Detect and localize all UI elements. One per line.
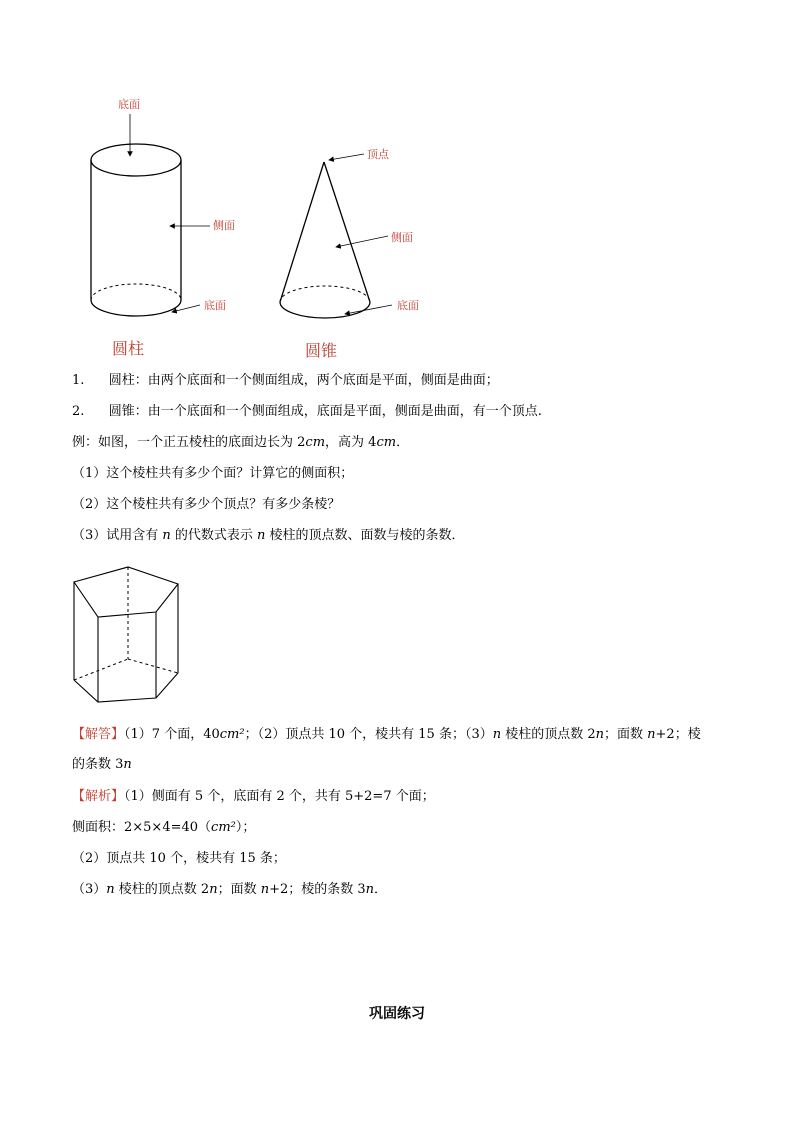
analysis-line-1: 【解析】（1）侧面有 5 个，底面有 2 个，共有 5+2=7 个面；	[72, 789, 435, 804]
answer-line-1: 【解答】（1）7 个面，40cm²；（2）顶点共 10 个，棱共有 15 条；（3）n 棱柱的顶点数 2n；面数 n+2；棱	[72, 727, 701, 742]
cone-caption: 圆锥	[305, 341, 338, 360]
cone-base-label: 底面	[397, 299, 419, 312]
note-1-number: 1.	[72, 373, 85, 388]
section-title: 巩固练习	[369, 1006, 425, 1022]
note-1	[72, 371, 772, 391]
question-3: （3）试用含有 n 的代数式表示 n 棱柱的顶点数、面数与棱的条数．	[72, 528, 465, 543]
cone-diagram	[280, 147, 419, 360]
answer-tag: 【解答】	[72, 727, 125, 742]
analysis-line-4: （3）n 棱柱的顶点数 2n；面数 n+2；棱的条数 3n．	[72, 882, 388, 897]
pentagonal-prism-diagram	[60, 560, 200, 720]
answer-line-2: 的条数 3n	[72, 757, 132, 772]
analysis-tag: 【解析】	[72, 789, 125, 804]
note-1-text: 圆柱：由两个底面和一个侧面组成，两个底面是平面，侧面是曲面；	[108, 373, 499, 388]
cone-apex-label: 顶点	[367, 148, 389, 161]
solids-figure	[0, 90, 480, 370]
note-2	[72, 402, 772, 422]
note-2-text: 圆锥：由一个底面和一个侧面组成，底面是平面，侧面是曲面，有一个顶点.	[108, 404, 542, 419]
cylinder-caption: 圆柱	[112, 339, 145, 358]
cylinder-side-label: 侧面	[213, 219, 235, 232]
note-2-number: 2.	[72, 404, 85, 419]
analysis-line-3: （2）顶点共 10 个，棱共有 15 条；	[72, 851, 286, 866]
cylinder-top-base-label: 底面	[118, 98, 140, 111]
cylinder-diagram	[91, 97, 235, 358]
analysis-line-2: 侧面积：2×5×4=40（cm²）；	[72, 820, 256, 835]
cylinder-bottom-base-label: 底面	[204, 299, 226, 312]
question-1: （1）这个棱柱共有多少个面？计算它的侧面积；	[72, 466, 354, 481]
example-intro: 例：如图，一个正五棱柱的底面边长为 2cm，高为 4cm．	[72, 435, 410, 450]
question-2: （2）这个棱柱共有多少个顶点？有多少条棱？	[72, 497, 341, 512]
cone-side-label: 侧面	[391, 231, 413, 244]
